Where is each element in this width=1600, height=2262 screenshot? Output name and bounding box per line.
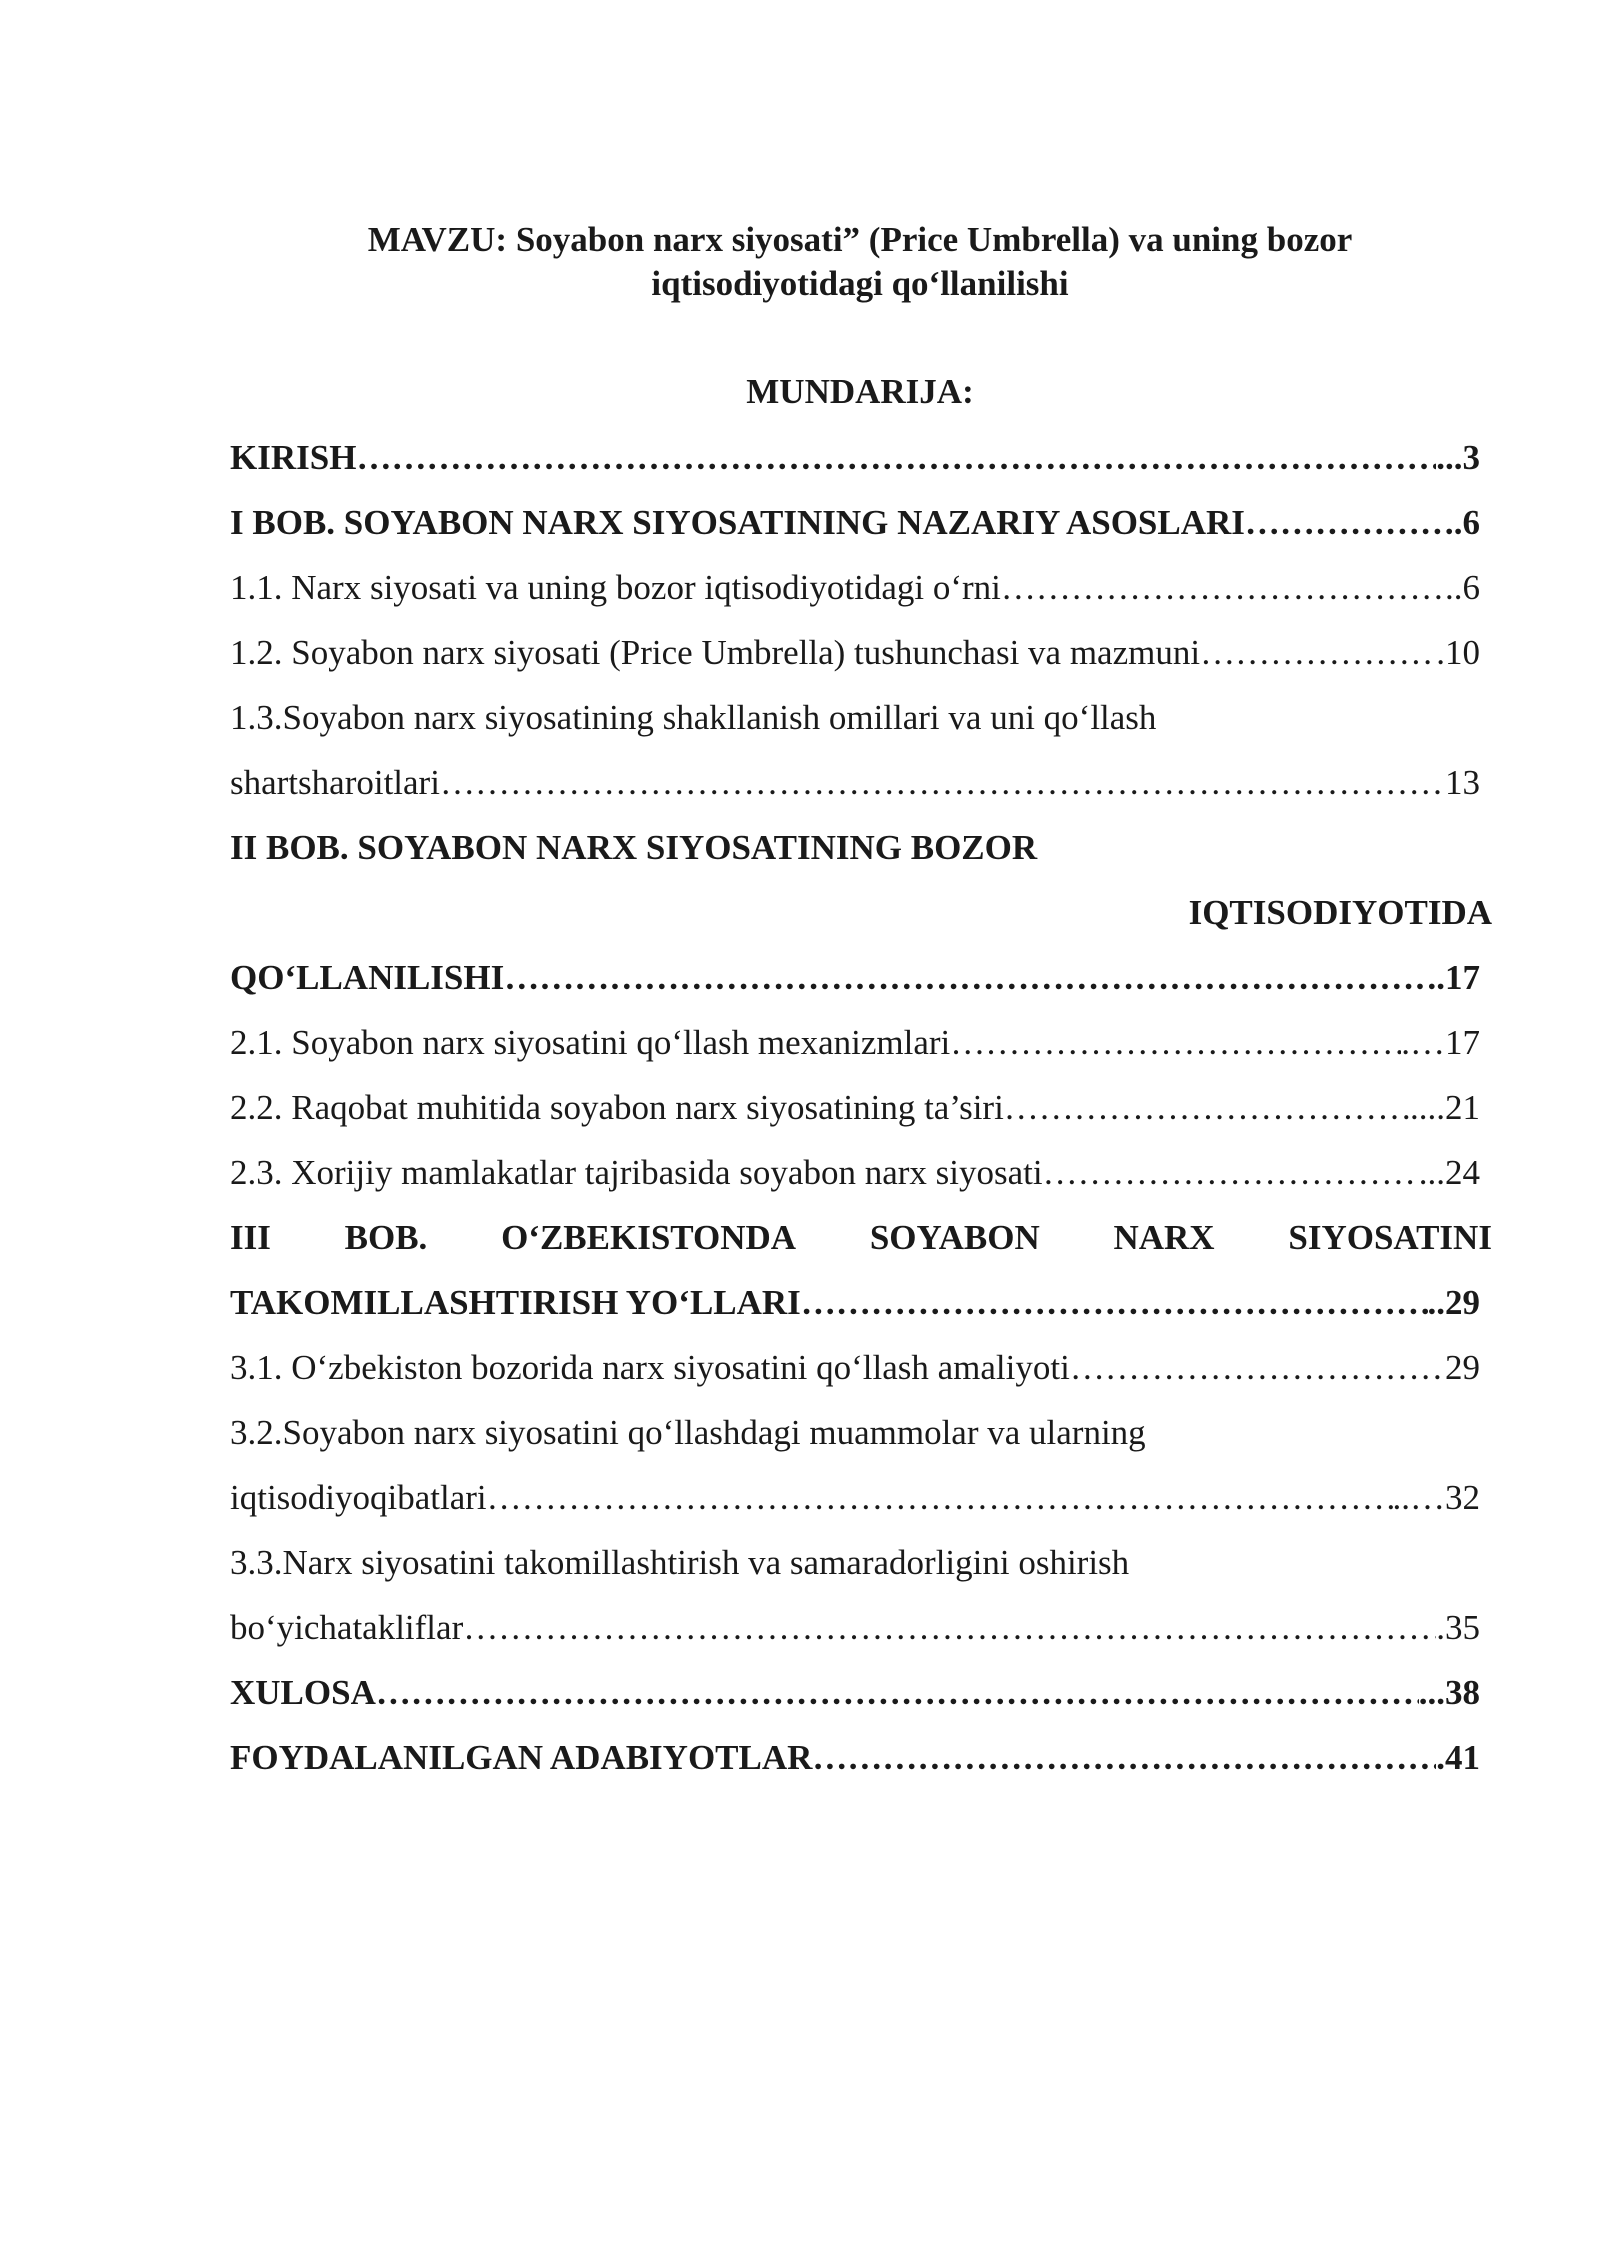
toc-entry-3-3-line-1: 3.3.Narx siyosatini takomillashtirish va samaradorligini oshirish: [230, 1543, 1130, 1582]
toc-word: SOYABON: [869, 1218, 1040, 1257]
toc-entry-bob-1: [230, 498, 1480, 548]
toc-entry-bob-2-line-1: II BOB. SOYABON NARX SIYOSATINING BOZOR: [230, 828, 1038, 867]
toc-entry-3-2-line-1: 3.2.Soyabon narx siyosatini qo‘llashdagi muammolar va ularning: [230, 1413, 1146, 1452]
toc-leader-dots: [504, 953, 1436, 1003]
toc-page-number: .17: [1436, 958, 1480, 997]
document-title: [230, 218, 1490, 306]
toc-entry-bob-3-line-2: [230, 1278, 1480, 1328]
toc-word: O‘ZBEKISTONDA: [501, 1218, 797, 1257]
toc-page-number: ..6: [1445, 568, 1480, 607]
toc-page-number: .10: [1436, 633, 1480, 672]
toc-page-number: ..…32: [1392, 1478, 1480, 1517]
toc-entry-text: iqtisodiyoqibatlari: [230, 1478, 487, 1517]
toc-entry-adabiyotlar: [230, 1733, 1480, 1783]
toc-leader-dots: [376, 1668, 1419, 1718]
toc-leader-dots: [1004, 1083, 1410, 1133]
toc-entry-2-1: [230, 1018, 1480, 1068]
toc-entry-text: FOYDALANILGAN ADABIYOTLAR: [230, 1738, 813, 1777]
toc-entry-text: 2.2. Raqobat muhitida soyabon narx siyosatining ta’siri: [230, 1088, 1004, 1127]
toc-entry-bob-2-line-2: IQTISODIYOTIDA: [1188, 893, 1492, 932]
title-line-2: iqtisodiyotidagi qo‘llanilishi: [651, 264, 1069, 303]
toc-entry-3-2-line-2: [230, 1473, 1480, 1523]
toc-page-number: 13: [1445, 763, 1480, 802]
toc-leader-dots: [801, 1278, 1428, 1328]
toc-leader-dots: [950, 1018, 1401, 1068]
toc-entry-bob-3-line-1: [230, 1213, 1492, 1263]
toc-leader-dots: [1001, 563, 1445, 613]
toc-entry-text: KIRISH: [230, 438, 357, 477]
toc-entry-1-2: [230, 628, 1480, 678]
toc-leader-dots: [1070, 1343, 1445, 1393]
toc-leader-dots: [1043, 1148, 1419, 1198]
toc-entry-2-2: [230, 1083, 1480, 1133]
toc-leader-dots: [440, 758, 1445, 808]
toc-page-number: .6: [1453, 503, 1480, 542]
toc-entry-text: XULOSA: [230, 1673, 376, 1712]
toc-word: SIYOSATINI: [1288, 1218, 1492, 1257]
toc-word: III: [230, 1218, 271, 1257]
toc-page-number: ...38: [1418, 1673, 1480, 1712]
toc-entry-kirish: [230, 433, 1480, 483]
toc-entry-text: 3.1. O‘zbekiston bozorida narx siyosatini qo‘llash amaliyoti: [230, 1348, 1070, 1387]
toc-leader-dots: [356, 433, 1436, 483]
toc-page-number: .41: [1436, 1738, 1480, 1777]
toc-page-number: 29: [1445, 1348, 1480, 1387]
toc-page-number: ....21: [1410, 1088, 1480, 1127]
toc-entry-1-1: [230, 563, 1480, 613]
toc-word: BOB.: [344, 1218, 428, 1257]
toc-entry-text: 2.1. Soyabon narx siyosatini qo‘llash mexanizmlari: [230, 1023, 951, 1062]
toc-word: NARX: [1113, 1218, 1215, 1257]
toc-entry-text: I BOB. SOYABON NARX SIYOSATINING NAZARIY ASOSLARI: [230, 503, 1245, 542]
toc-entry-text: 1.1. Narx siyosati va uning bozor iqtisodiyotidagi o‘rni: [230, 568, 1001, 607]
toc-entry-1-3-line-1: 1.3.Soyabon narx siyosatining shakllanish omillari va uni qo‘llash: [230, 698, 1157, 737]
toc-page-number: .35: [1436, 1608, 1480, 1647]
toc-entry-text: bo‘yichatakliflar: [230, 1608, 464, 1647]
toc-entry-text: shartsharoitlari: [230, 763, 440, 802]
toc-page-number: ...3: [1436, 438, 1480, 477]
toc-entry-text: TAKOMILLASHTIRISH YO‘LLARI: [230, 1283, 801, 1322]
toc-entry-2-3: [230, 1148, 1480, 1198]
toc-entry-3-1: [230, 1343, 1480, 1393]
title-line-1: MAVZU: Soyabon narx siyosati” (Price Umbrella) va uning bozor: [367, 220, 1353, 259]
toc-heading: MUNDARIJA:: [746, 372, 974, 411]
toc-leader-dots: [1245, 498, 1454, 548]
toc-entry-3-3-line-2: [230, 1603, 1480, 1653]
toc-page-number: ..29: [1427, 1283, 1480, 1322]
toc-leader-dots: [463, 1603, 1436, 1653]
toc-entry-1-3-line-2: [230, 758, 1480, 808]
toc-entry-text: 2.3. Xorijiy mamlakatlar tajribasida soyabon narx siyosati: [230, 1153, 1043, 1192]
toc-entry-xulosa: [230, 1668, 1480, 1718]
toc-entry-text: QO‘LLANILISHI: [230, 958, 505, 997]
toc-entry-text: 1.2. Soyabon narx siyosati (Price Umbrella) tushunchasi va mazmuni: [230, 633, 1201, 672]
toc-leader-dots: [812, 1733, 1436, 1783]
toc-page-number: ...24: [1418, 1153, 1480, 1192]
toc-leader-dots: [1200, 628, 1436, 678]
toc-page-number: .…17: [1401, 1023, 1480, 1062]
toc-entry-bob-2-line-3: [230, 953, 1480, 1003]
toc-leader-dots: [487, 1473, 1393, 1523]
